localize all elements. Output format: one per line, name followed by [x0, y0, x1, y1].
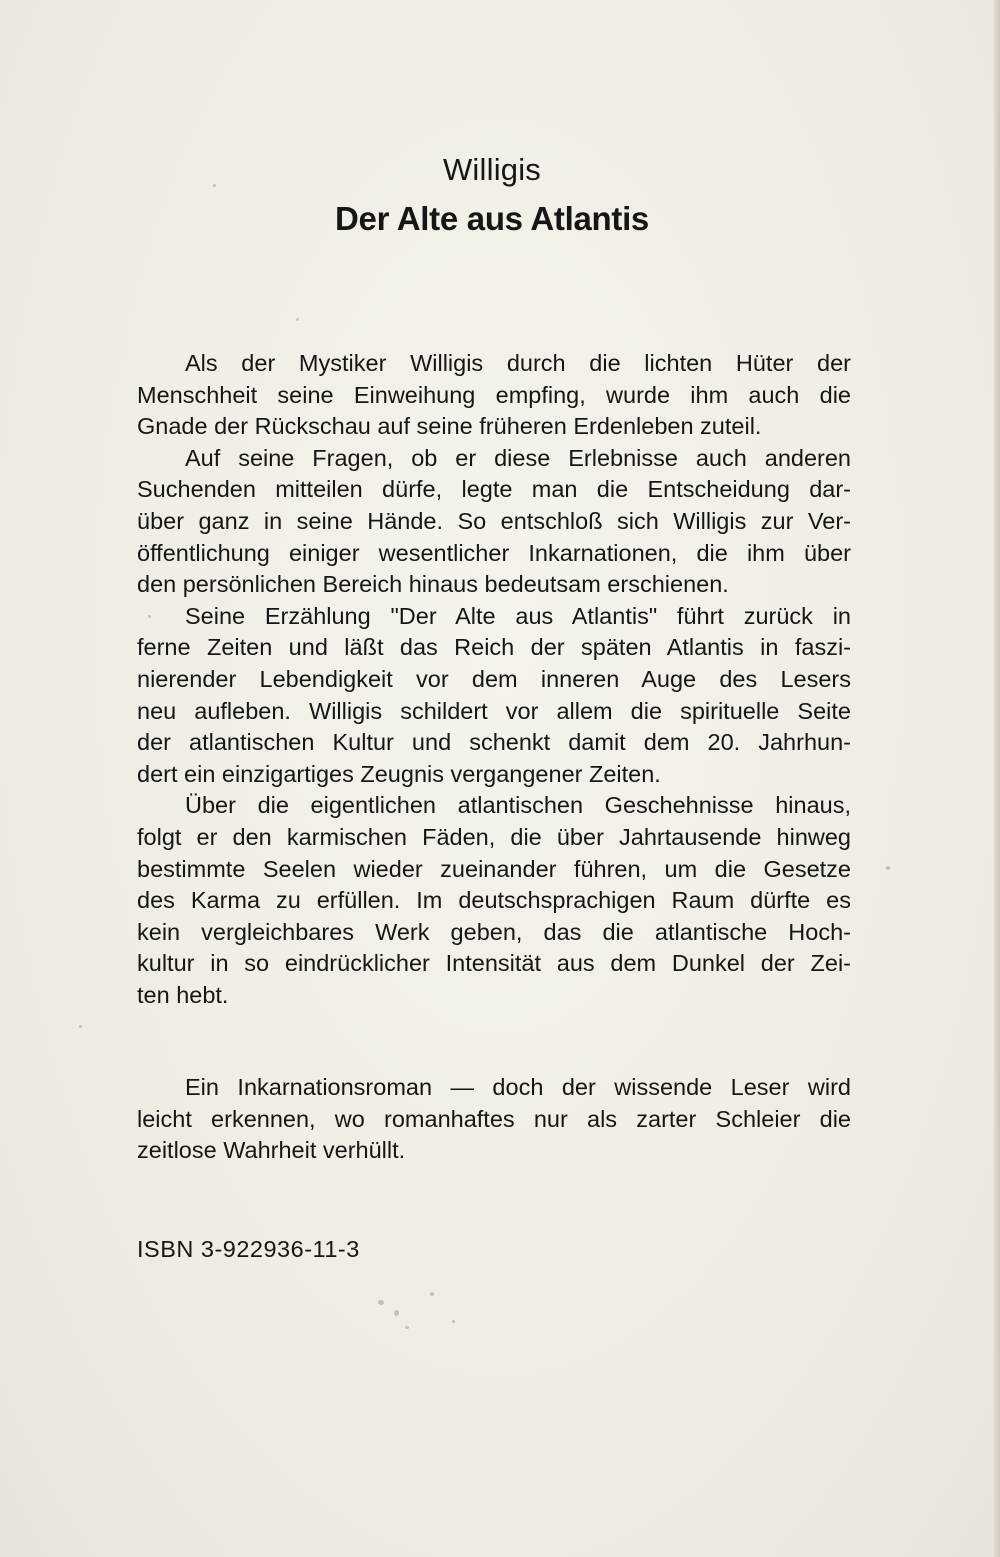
text-line: über ganz in seine Hände. So entschloß sich Willigis zur Ver-: [137, 507, 851, 534]
blurb-paragraph-1: [137, 348, 851, 443]
paper-speck: [148, 615, 151, 618]
text-line: der atlantischen Kultur und schenkt damit dem 20. Jahrhun-: [137, 729, 851, 756]
text-line: Seine Erzählung "Der Alte aus Atlantis" führt zurück in: [185, 602, 851, 629]
paper-speck: [79, 1025, 82, 1028]
text-line: den persönlichen Bereich hinaus bedeutsam erschienen.: [137, 571, 729, 598]
paper-speck: [886, 866, 890, 870]
text-line: ten hebt.: [137, 981, 229, 1008]
blurb-text: [137, 348, 851, 1011]
text-line: nierender Lebendigkeit vor dem inneren Auge des Lesers: [137, 665, 851, 692]
text-line: Menschheit seine Einweihung empfing, wurde ihm auch die: [137, 381, 851, 408]
text-line: dert ein einzigartiges Zeugnis vergangener Zeiten.: [137, 760, 661, 787]
paper-speck: [296, 318, 299, 321]
text-line: ferne Zeiten und läßt das Reich der späten Atlantis in faszi-: [137, 634, 851, 661]
page-edge: [994, 0, 1000, 1557]
blurb-paragraph-3: [137, 601, 851, 791]
blurb-paragraph-2: [137, 443, 851, 601]
text-line: zeitlose Wahrheit verhüllt.: [137, 1137, 406, 1164]
paper-speck: [394, 1310, 399, 1316]
text-line: kein vergleichbares Werk geben, das die atlantische Hoch-: [137, 918, 851, 945]
paper-speck: [430, 1292, 434, 1296]
paper-speck: [452, 1320, 455, 1323]
text-line: Auf seine Fragen, ob er diese Erlebnisse auch anderen: [185, 444, 851, 471]
text-line: des Karma zu erfüllen. Im deutschsprachigen Raum dürfte es: [137, 887, 851, 914]
text-line: Als der Mystiker Willigis durch die lichten Hüter der: [185, 350, 851, 376]
blurb-paragraph-4: [137, 790, 851, 1011]
text-line: kultur in so eindrücklicher Intensität aus dem Dunkel der Zei-: [137, 950, 851, 977]
paper-speck: [405, 1326, 409, 1329]
text-line: leicht erkennen, wo romanhaftes nur als zarter Schleier die: [137, 1105, 851, 1132]
book-title: Der Alte aus Atlantis: [334, 200, 649, 237]
text-line: neu aufleben. Willigis schildert vor allem die spirituelle Seite: [137, 697, 851, 724]
paper-speck: [213, 184, 216, 187]
text-line: Ein Inkarnationsroman — doch der wissende Leser wird: [185, 1074, 851, 1100]
text-line: Gnade der Rückschau auf seine früheren Erdenleben zuteil.: [137, 413, 762, 440]
author-name: Willigis: [442, 152, 542, 187]
text-line: folgt er den karmischen Fäden, die über Jahrtausende hinweg: [137, 823, 851, 850]
text-line: Suchenden mitteilen dürfe, legte man die Entscheidung dar-: [137, 476, 851, 503]
closing-paragraph: [137, 1072, 851, 1167]
text-line: bestimmte Seelen wieder zueinander führen, um die Gesetze: [137, 855, 851, 882]
isbn-number: ISBN 3-922936-11-3: [137, 1236, 360, 1262]
paper-speck: [378, 1300, 384, 1305]
text-line: öffentlichung einiger wesentlicher Inkarnationen, die ihm über: [137, 539, 851, 566]
text-line: Über die eigentlichen atlantischen Geschehnisse hinaus,: [185, 792, 851, 819]
